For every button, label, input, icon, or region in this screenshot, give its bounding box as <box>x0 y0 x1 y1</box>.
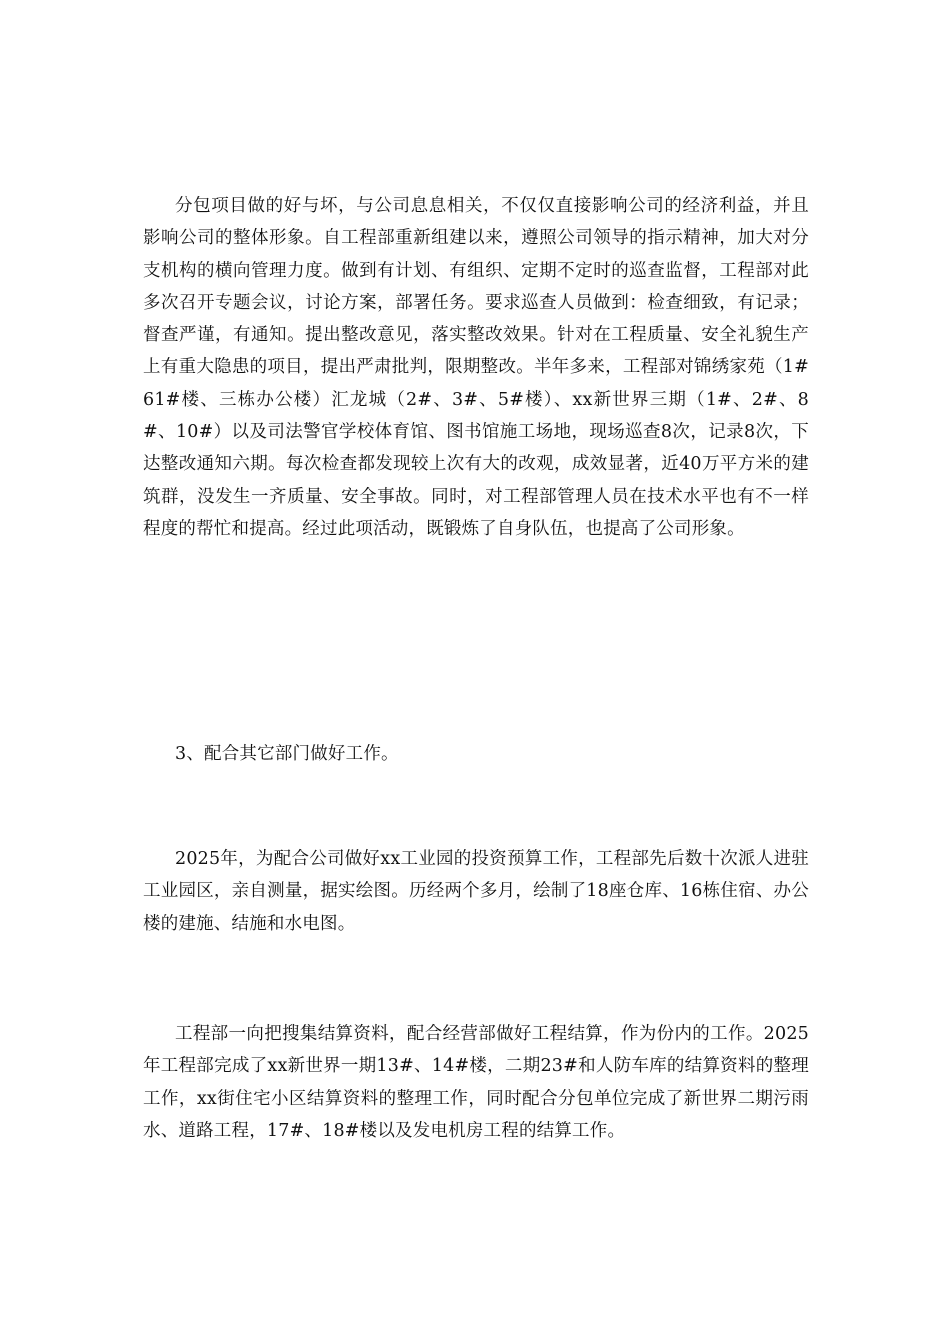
paragraph-settlement-materials: 工程部一向把搜集结算资料，配合经营部做好工程结算，作为份内的工作。2025年工程部完成了xx新世界一期13#、14#楼，二期23#和人防车库的结算资料的整理工作，xx街住宅小区结算资料的整理工作，同时配合分包单位完成了新世界二期污雨水、道路工程，17#、18#楼以及发电机房工程的结算工作。 <box>143 1024 809 1141</box>
section-heading-cooperation: 3、配合其它部门做好工作。 <box>175 744 399 764</box>
paragraph-subcontract-inspection: 分包项目做的好与坏，与公司息息相关，不仅仅直接影响公司的经济利益，并且影响公司的整体形象。自工程部重新组建以来，遵照公司领导的指示精神，加大对分支机构的横向管理力度。做到有计划、有组织、定期不定时的巡查监督，工程部对此多次召开专题会议，讨论方案，部署任务。要求巡查人员做到：检查细致，有记录；督查严谨，有通知。提出整改意见，落实整改效果。针对在工程质量、安全礼貌生产上有重大隐患的项目，提出严肃批判，限期整改。半年多来，工程部对锦绣家苑（1# 61#楼、三栋办公楼）汇龙城（2#、3#、5#楼）、xx新世界三期（1#、2#、8#、10#）以及司法警官学校体育馆、图书馆施工场地，现场巡查8次，记录8次，下达整改通知六期。每次检查都发现较上次有大的改观，成效显著，近40万平方米的建筑群，没发生一齐质量、安全事故。同时，对工程部管理人员在技术水平也有不一样程度的帮忙和提高。经过此项活动，既锻炼了自身队伍，也提高了公司形象。 <box>143 196 809 539</box>
paragraph-industrial-park-budget: 2025年，为配合公司做好xx工业园的投资预算工作，工程部先后数十次派人进驻工业园区，亲自测量，据实绘图。历经两个多月，绘制了18座仓库、16栋住宿、办公楼的建施、结施和水电图。 <box>143 849 809 934</box>
